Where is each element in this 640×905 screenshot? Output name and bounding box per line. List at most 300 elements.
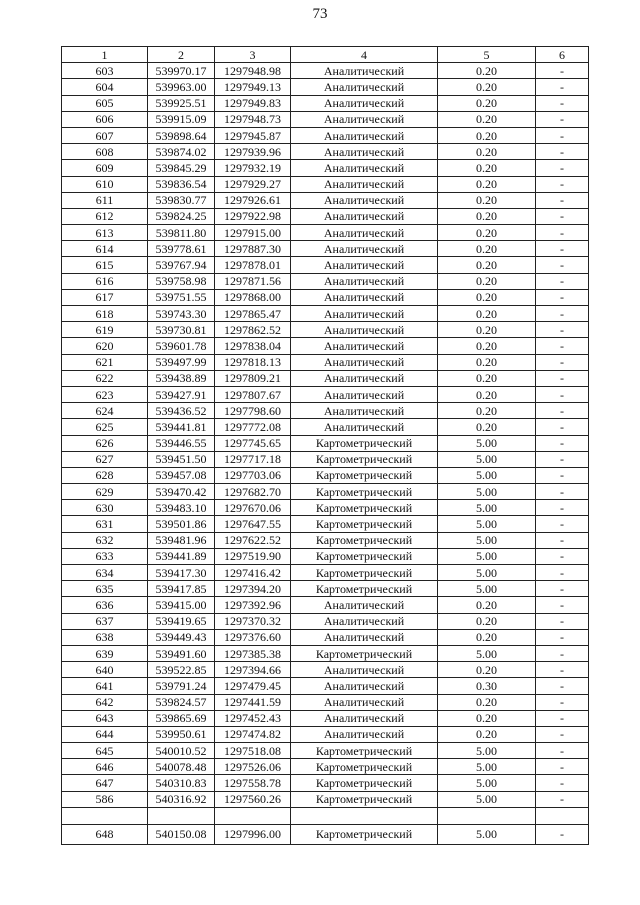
- table-cell: 539441.89: [148, 548, 215, 564]
- table-cell: -: [536, 532, 589, 548]
- table-cell: 645: [62, 743, 148, 759]
- table-cell: 0.20: [438, 694, 536, 710]
- table-cell: Аналитический: [291, 629, 438, 645]
- table-cell: 5.00: [438, 467, 536, 483]
- table-cell: 0.20: [438, 208, 536, 224]
- table-cell: 1297996.00: [215, 824, 291, 844]
- table-cell: -: [536, 111, 589, 127]
- table-cell: 5.00: [438, 759, 536, 775]
- table-cell: -: [536, 95, 589, 111]
- table-cell: 539449.43: [148, 629, 215, 645]
- table-cell: Аналитический: [291, 127, 438, 143]
- table-row: [62, 306, 589, 322]
- table-cell: 1297772.08: [215, 419, 291, 435]
- table-cell: Аналитический: [291, 95, 438, 111]
- table-cell: [148, 807, 215, 824]
- table-cell: -: [536, 516, 589, 532]
- table-row: [62, 63, 589, 79]
- table-cell: 539751.55: [148, 289, 215, 305]
- table-cell: Аналитический: [291, 726, 438, 742]
- table-cell: 539898.64: [148, 127, 215, 143]
- table-cell: 643: [62, 710, 148, 726]
- table-cell: 633: [62, 548, 148, 564]
- table-cell: 1297798.60: [215, 403, 291, 419]
- table-cell: -: [536, 548, 589, 564]
- table-cell: -: [536, 289, 589, 305]
- table-row: [62, 95, 589, 111]
- table-row: [62, 678, 589, 694]
- table-cell: -: [536, 645, 589, 661]
- table-cell: -: [536, 386, 589, 402]
- table-cell: 640: [62, 662, 148, 678]
- table-cell: -: [536, 435, 589, 451]
- table-cell: 1297479.45: [215, 678, 291, 694]
- table-cell: 540010.52: [148, 743, 215, 759]
- table-cell: 626: [62, 435, 148, 451]
- table-cell: 1297745.65: [215, 435, 291, 451]
- table-cell: -: [536, 354, 589, 370]
- table-row: [62, 565, 589, 581]
- table-row: [62, 597, 589, 613]
- column-header: 1: [62, 47, 148, 63]
- table-cell: [215, 807, 291, 824]
- table-row: [62, 160, 589, 176]
- table-cell: [291, 807, 438, 824]
- table-cell: 5.00: [438, 516, 536, 532]
- table-cell: -: [536, 338, 589, 354]
- table-row: [62, 467, 589, 483]
- table-cell: 5.00: [438, 532, 536, 548]
- table-cell: Аналитический: [291, 160, 438, 176]
- table-cell: -: [536, 127, 589, 143]
- table-row: [62, 532, 589, 548]
- column-header: 4: [291, 47, 438, 63]
- table-cell: 539830.77: [148, 192, 215, 208]
- table-cell: 1297394.66: [215, 662, 291, 678]
- table-cell: Картометрический: [291, 532, 438, 548]
- table-row: [62, 273, 589, 289]
- table-cell: Аналитический: [291, 322, 438, 338]
- table-row: [62, 548, 589, 564]
- table-cell: -: [536, 192, 589, 208]
- coordinates-table: [61, 46, 589, 845]
- table-cell: 0.20: [438, 241, 536, 257]
- table-row: [62, 338, 589, 354]
- table-cell: 539481.96: [148, 532, 215, 548]
- table-cell: 1297949.13: [215, 79, 291, 95]
- table-cell: Аналитический: [291, 678, 438, 694]
- table-cell: 539915.09: [148, 111, 215, 127]
- table-cell: 539963.00: [148, 79, 215, 95]
- table-cell: 5.00: [438, 775, 536, 791]
- table-cell: 625: [62, 419, 148, 435]
- table-cell: 1297474.82: [215, 726, 291, 742]
- table-cell: 0.20: [438, 63, 536, 79]
- table-row: [62, 694, 589, 710]
- table-cell: 0.20: [438, 111, 536, 127]
- table-row: [62, 208, 589, 224]
- table-cell: 1297370.32: [215, 613, 291, 629]
- table-cell: 0.20: [438, 225, 536, 241]
- table-cell: Картометрический: [291, 484, 438, 500]
- table-cell: 630: [62, 500, 148, 516]
- table-row: [62, 241, 589, 257]
- table-cell: 1297670.06: [215, 500, 291, 516]
- table-cell: 0.20: [438, 597, 536, 613]
- table-cell: 1297871.56: [215, 273, 291, 289]
- table-cell: 635: [62, 581, 148, 597]
- table-cell: 539415.00: [148, 597, 215, 613]
- table-cell: Аналитический: [291, 354, 438, 370]
- table-cell: 1297932.19: [215, 160, 291, 176]
- table-cell: 0.20: [438, 322, 536, 338]
- table-cell: 1297878.01: [215, 257, 291, 273]
- table-cell: 539845.29: [148, 160, 215, 176]
- table-cell: 539730.81: [148, 322, 215, 338]
- table-cell: 1297526.06: [215, 759, 291, 775]
- table-cell: Аналитический: [291, 306, 438, 322]
- table-cell: 1297865.47: [215, 306, 291, 322]
- table-cell: 1297809.21: [215, 370, 291, 386]
- table-cell: 637: [62, 613, 148, 629]
- table-cell: 624: [62, 403, 148, 419]
- table-row: [62, 354, 589, 370]
- table-row: [62, 419, 589, 435]
- table-cell: 5.00: [438, 824, 536, 844]
- table-row: [62, 192, 589, 208]
- table-cell: 619: [62, 322, 148, 338]
- table-cell: 1297949.83: [215, 95, 291, 111]
- table-cell: Аналитический: [291, 289, 438, 305]
- table-cell: Картометрический: [291, 581, 438, 597]
- table-cell: 0.20: [438, 419, 536, 435]
- table-cell: 539497.99: [148, 354, 215, 370]
- table-cell: 647: [62, 775, 148, 791]
- table-cell: -: [536, 257, 589, 273]
- table-cell: 540310.83: [148, 775, 215, 791]
- table-cell: 639: [62, 645, 148, 661]
- table-cell: Аналитический: [291, 225, 438, 241]
- table-cell: 1297818.13: [215, 354, 291, 370]
- table-cell: 539441.81: [148, 419, 215, 435]
- table-cell: Аналитический: [291, 386, 438, 402]
- table-cell: 609: [62, 160, 148, 176]
- table-cell: 638: [62, 629, 148, 645]
- table-cell: 0.20: [438, 289, 536, 305]
- table-cell: 0.20: [438, 710, 536, 726]
- table-cell: [62, 807, 148, 824]
- table-cell: Аналитический: [291, 257, 438, 273]
- table-cell: 539865.69: [148, 710, 215, 726]
- table-cell: 634: [62, 565, 148, 581]
- table-cell: 622: [62, 370, 148, 386]
- table-cell: 0.30: [438, 678, 536, 694]
- table-cell: 617: [62, 289, 148, 305]
- table-cell: Аналитический: [291, 241, 438, 257]
- table-cell: Картометрический: [291, 759, 438, 775]
- table-cell: -: [536, 322, 589, 338]
- table-cell: 0.20: [438, 176, 536, 192]
- table-cell: -: [536, 79, 589, 95]
- table-cell: 628: [62, 467, 148, 483]
- table-cell: Аналитический: [291, 273, 438, 289]
- table-row: [62, 257, 589, 273]
- table-cell: Картометрический: [291, 743, 438, 759]
- table-cell: -: [536, 629, 589, 645]
- table-row: [62, 710, 589, 726]
- table-cell: -: [536, 63, 589, 79]
- table-cell: Аналитический: [291, 370, 438, 386]
- table-cell: 1297703.06: [215, 467, 291, 483]
- table-row: [62, 386, 589, 402]
- table-row: [62, 176, 589, 192]
- column-header: 2: [148, 47, 215, 63]
- table-cell: Картометрический: [291, 565, 438, 581]
- table-cell: 627: [62, 451, 148, 467]
- table-cell: [438, 807, 536, 824]
- table-cell: Аналитический: [291, 338, 438, 354]
- table-cell: 0.20: [438, 95, 536, 111]
- table-cell: Аналитический: [291, 63, 438, 79]
- table-cell: Картометрический: [291, 775, 438, 791]
- table-cell: 540078.48: [148, 759, 215, 775]
- table-row: [62, 484, 589, 500]
- table-cell: -: [536, 306, 589, 322]
- table-cell: -: [536, 225, 589, 241]
- table-cell: -: [536, 370, 589, 386]
- table-cell: -: [536, 467, 589, 483]
- table-row: [62, 726, 589, 742]
- table-cell: 615: [62, 257, 148, 273]
- table-cell: 586: [62, 791, 148, 807]
- table-row: [62, 500, 589, 516]
- table-cell: 1297922.98: [215, 208, 291, 224]
- table-row: [62, 662, 589, 678]
- table-cell: 0.20: [438, 306, 536, 322]
- table-cell: 613: [62, 225, 148, 241]
- table-cell: -: [536, 726, 589, 742]
- table-cell: Аналитический: [291, 111, 438, 127]
- table-cell: 1297376.60: [215, 629, 291, 645]
- table-cell: 0.20: [438, 127, 536, 143]
- table-cell: 539743.30: [148, 306, 215, 322]
- table-cell: 540150.08: [148, 824, 215, 844]
- table-cell: -: [536, 403, 589, 419]
- table-cell: 608: [62, 144, 148, 160]
- table-cell: 0.20: [438, 338, 536, 354]
- table-cell: 5.00: [438, 791, 536, 807]
- table-cell: 0.20: [438, 629, 536, 645]
- table-cell: 0.20: [438, 662, 536, 678]
- table-cell: Аналитический: [291, 419, 438, 435]
- table-cell: 539491.60: [148, 645, 215, 661]
- table-cell: 0.20: [438, 273, 536, 289]
- table-cell: 629: [62, 484, 148, 500]
- table-cell: -: [536, 565, 589, 581]
- table-cell: Аналитический: [291, 597, 438, 613]
- table-cell: 607: [62, 127, 148, 143]
- table-cell: 539970.17: [148, 63, 215, 79]
- table-cell: 623: [62, 386, 148, 402]
- table-row: [62, 322, 589, 338]
- table-row: [62, 144, 589, 160]
- table-cell: Картометрический: [291, 451, 438, 467]
- table-cell: 0.20: [438, 192, 536, 208]
- table-cell: 540316.92: [148, 791, 215, 807]
- table-cell: Картометрический: [291, 824, 438, 844]
- table-cell: 614: [62, 241, 148, 257]
- table-cell: 539522.85: [148, 662, 215, 678]
- table-cell: Аналитический: [291, 192, 438, 208]
- table-cell: 606: [62, 111, 148, 127]
- empty-row: [62, 807, 589, 824]
- table-cell: 636: [62, 597, 148, 613]
- table-cell: 539791.24: [148, 678, 215, 694]
- table-cell: Аналитический: [291, 710, 438, 726]
- table-cell: 604: [62, 79, 148, 95]
- table-row: [62, 824, 589, 844]
- table-cell: Аналитический: [291, 208, 438, 224]
- table-cell: -: [536, 759, 589, 775]
- table-cell: 539446.55: [148, 435, 215, 451]
- table-cell: Аналитический: [291, 613, 438, 629]
- table-cell: 539811.80: [148, 225, 215, 241]
- table-cell: Аналитический: [291, 403, 438, 419]
- table-cell: 1297385.38: [215, 645, 291, 661]
- table-cell: 539950.61: [148, 726, 215, 742]
- table-row: [62, 581, 589, 597]
- table-cell: 1297838.04: [215, 338, 291, 354]
- table-cell: 1297518.08: [215, 743, 291, 759]
- table-cell: 5.00: [438, 565, 536, 581]
- table-cell: -: [536, 613, 589, 629]
- table-cell: 5.00: [438, 645, 536, 661]
- table-cell: 1297560.26: [215, 791, 291, 807]
- table-cell: 539601.78: [148, 338, 215, 354]
- table-row: [62, 775, 589, 791]
- table-cell: -: [536, 273, 589, 289]
- table-cell: 539925.51: [148, 95, 215, 111]
- table-row: [62, 629, 589, 645]
- table-cell: 5.00: [438, 500, 536, 516]
- table-cell: Картометрический: [291, 435, 438, 451]
- column-header: 5: [438, 47, 536, 63]
- table-row: [62, 403, 589, 419]
- table-cell: 1297948.73: [215, 111, 291, 127]
- table-cell: 644: [62, 726, 148, 742]
- table-row: [62, 370, 589, 386]
- table-cell: 1297915.00: [215, 225, 291, 241]
- table-cell: 1297558.78: [215, 775, 291, 791]
- table-cell: -: [536, 581, 589, 597]
- table-cell: 1297868.00: [215, 289, 291, 305]
- table-cell: 539419.65: [148, 613, 215, 629]
- table-row: [62, 759, 589, 775]
- table-cell: [536, 807, 589, 824]
- table-row: [62, 127, 589, 143]
- table-cell: -: [536, 775, 589, 791]
- table-cell: 1297926.61: [215, 192, 291, 208]
- table-cell: 1297945.87: [215, 127, 291, 143]
- table-cell: 0.20: [438, 257, 536, 273]
- table-cell: 1297939.96: [215, 144, 291, 160]
- table-row: [62, 451, 589, 467]
- table-cell: 0.20: [438, 79, 536, 95]
- table-cell: Картометрический: [291, 516, 438, 532]
- table-cell: -: [536, 484, 589, 500]
- table-cell: 1297948.98: [215, 63, 291, 79]
- table-cell: -: [536, 500, 589, 516]
- table-cell: 620: [62, 338, 148, 354]
- table-cell: 539778.61: [148, 241, 215, 257]
- table-row: [62, 225, 589, 241]
- column-header: 6: [536, 47, 589, 63]
- table-cell: 0.20: [438, 144, 536, 160]
- table-cell: 5.00: [438, 451, 536, 467]
- table-cell: 1297441.59: [215, 694, 291, 710]
- table-row: [62, 289, 589, 305]
- table-cell: 0.20: [438, 370, 536, 386]
- table-cell: 539824.25: [148, 208, 215, 224]
- table-row: [62, 79, 589, 95]
- table-cell: 539836.54: [148, 176, 215, 192]
- table-cell: 539436.52: [148, 403, 215, 419]
- table-cell: 605: [62, 95, 148, 111]
- table-cell: 0.20: [438, 386, 536, 402]
- table-cell: 0.20: [438, 726, 536, 742]
- table-cell: 539470.42: [148, 484, 215, 500]
- table-cell: -: [536, 597, 589, 613]
- table-row: [62, 645, 589, 661]
- table-cell: 539767.94: [148, 257, 215, 273]
- table-cell: -: [536, 160, 589, 176]
- table-cell: 1297452.43: [215, 710, 291, 726]
- table-row: [62, 435, 589, 451]
- table-cell: -: [536, 144, 589, 160]
- table-cell: 1297807.67: [215, 386, 291, 402]
- table-row: [62, 743, 589, 759]
- table-cell: Аналитический: [291, 144, 438, 160]
- table-cell: 1297717.18: [215, 451, 291, 467]
- table-cell: 1297394.20: [215, 581, 291, 597]
- table-cell: Картометрический: [291, 467, 438, 483]
- table-cell: 539427.91: [148, 386, 215, 402]
- table-row: [62, 613, 589, 629]
- table-cell: 0.20: [438, 160, 536, 176]
- table-cell: 539438.89: [148, 370, 215, 386]
- table-cell: 5.00: [438, 743, 536, 759]
- table-cell: 539457.08: [148, 467, 215, 483]
- table-cell: 539824.57: [148, 694, 215, 710]
- table-cell: -: [536, 743, 589, 759]
- table-cell: 1297862.52: [215, 322, 291, 338]
- table-cell: Аналитический: [291, 176, 438, 192]
- table-cell: 539501.86: [148, 516, 215, 532]
- table-cell: 539758.98: [148, 273, 215, 289]
- table-cell: 621: [62, 354, 148, 370]
- table-cell: 1297622.52: [215, 532, 291, 548]
- table-cell: 648: [62, 824, 148, 844]
- table-cell: 646: [62, 759, 148, 775]
- table-header-row: [62, 47, 589, 63]
- table-cell: 1297519.90: [215, 548, 291, 564]
- table-cell: Картометрический: [291, 548, 438, 564]
- table-cell: 603: [62, 63, 148, 79]
- table-cell: 611: [62, 192, 148, 208]
- table-cell: 5.00: [438, 435, 536, 451]
- table-cell: Аналитический: [291, 662, 438, 678]
- table-cell: 0.20: [438, 354, 536, 370]
